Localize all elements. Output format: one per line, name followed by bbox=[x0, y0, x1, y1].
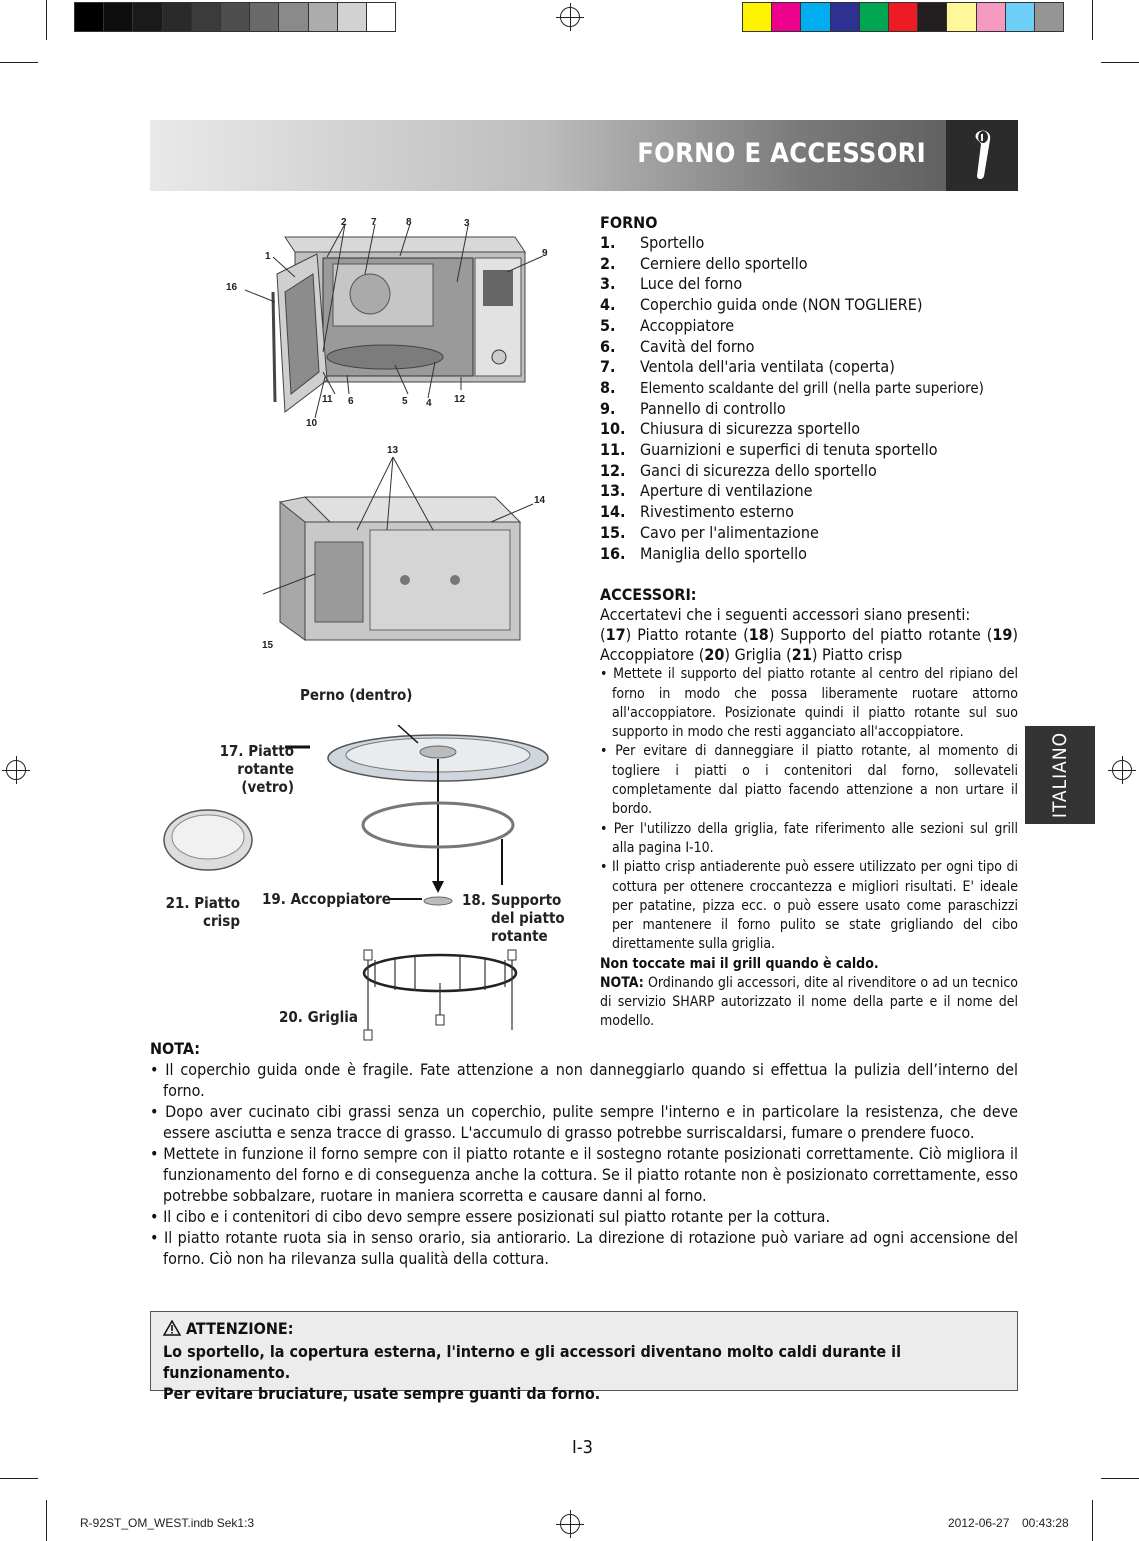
forno-item-number: 10. bbox=[600, 419, 626, 439]
forno-list-item bbox=[600, 481, 1018, 502]
forno-item-number: 8. bbox=[600, 377, 616, 397]
color-swatch bbox=[801, 3, 830, 31]
callout-10: 10 bbox=[306, 418, 318, 429]
label-crisp-line1: 21. Piatto bbox=[165, 894, 240, 912]
forno-item-number: 4. bbox=[600, 295, 616, 315]
accessori-bullet: • Mettete il supporto del piatto rotante al centro del ripiano del forno in modo che possa liberamente ruotare attorno all'accoppiatore. Posizionate quindi il piatto rotante sul suo supporto in modo che resti agganciato all'accoppiatore. bbox=[600, 666, 1018, 741]
nota-bullet: • Dopo aver cucinato cibi grassi senza un coperchio, pulite sempre l'interno e in particolare la resistenza, che deve essere asciutta e senza tracce di grasso. L'accumulo di grasso potrebbe surriscaldarsi, fumare o prendere fuoco. bbox=[150, 1102, 1018, 1142]
attenzione-title: ATTENZIONE: bbox=[186, 1319, 294, 1338]
accessori-bullet: • Il piatto crisp antiaderente può essere utilizzato per ogni tipo di cottura per ottenere croccantezza e migliori risultati. E' ideale per patatine, pizza ecc. o può essere usato come paraschizzi per mantenere il forno pulito se state grigliando del cibo direttamente sulla griglia. bbox=[600, 859, 1018, 953]
crop-mark bbox=[1101, 1478, 1139, 1479]
forno-list-item bbox=[600, 523, 1018, 544]
accessory-text: ( bbox=[600, 625, 606, 645]
nota-bullet: • Mettete in funzione il forno sempre con il piatto rotante e il sostegno rotante posizionati correttamente. Ciò migliora il funzionamento del forno e di conseguenza anche la cottura. Se il piatto rotante non è posizionato correttamente, esso potrebbe sobbalzare, ruotare in maniera scorretta e causare danni al forno. bbox=[150, 1144, 1018, 1205]
oven-back-illustration bbox=[255, 442, 555, 652]
section-header bbox=[150, 120, 1018, 191]
nota-heading: NOTA: bbox=[150, 1039, 201, 1058]
forno-item-text: Guarnizioni e superfici di tenuta sportello bbox=[640, 440, 938, 460]
forno-list-item bbox=[600, 316, 1018, 337]
attenzione-line2: Per evitare bruciature, usate sempre guanti da forno. bbox=[163, 1384, 601, 1403]
accessory-number: 19 bbox=[992, 625, 1013, 645]
info-book-icon bbox=[946, 120, 1018, 191]
forno-item-text: Ventola dell'aria ventilata (coperta) bbox=[640, 357, 895, 377]
forno-list-item bbox=[600, 419, 1018, 440]
label-supporto-line2: del piatto bbox=[491, 909, 565, 927]
attenzione-title-row bbox=[163, 1318, 1005, 1341]
label-supporto-line3: rotante bbox=[491, 927, 548, 945]
accessori-bullets bbox=[600, 665, 1018, 954]
right-column bbox=[600, 212, 1018, 1031]
label-piatto-rotante bbox=[160, 742, 294, 796]
callout-13: 13 bbox=[387, 445, 399, 456]
color-swatch bbox=[1006, 3, 1035, 31]
forno-list-item bbox=[600, 544, 1018, 565]
accessory-text: ) Piatto crisp bbox=[811, 645, 903, 665]
color-swatch bbox=[831, 3, 860, 31]
accessori-intro: Accertatevi che i seguenti accessori siano presenti: bbox=[600, 605, 971, 625]
forno-item-text: Cavo per l'alimentazione bbox=[640, 522, 819, 542]
footer-time: 00:43:28 bbox=[1022, 1516, 1069, 1530]
oven-front-illustration bbox=[225, 212, 565, 432]
callout-15: 15 bbox=[262, 640, 274, 651]
forno-list-item bbox=[600, 399, 1018, 420]
language-tab-label: ITALIANO bbox=[1049, 731, 1071, 819]
callout-9: 9 bbox=[542, 248, 548, 259]
label-supporto bbox=[491, 891, 565, 945]
page-number: I-3 bbox=[572, 1437, 593, 1458]
forno-item-text: Elemento scaldante del grill (nella parte superiore) bbox=[640, 378, 984, 397]
nota-bullet: • Il coperchio guida onde è fragile. Fate attenzione a non danneggiarlo quando si effettua la pulizia dell’interno del forno. bbox=[150, 1060, 1018, 1100]
attenzione-box bbox=[150, 1311, 1018, 1403]
forno-list-item bbox=[600, 233, 1018, 254]
forno-list-item bbox=[600, 502, 1018, 523]
forno-list-item bbox=[600, 274, 1018, 295]
color-swatch bbox=[977, 3, 1006, 31]
callout-5: 5 bbox=[402, 396, 408, 407]
forno-item-text: Chiusura di sicurezza sportello bbox=[640, 419, 861, 439]
color-swatch bbox=[367, 3, 395, 31]
accessori-nota-text: Ordinando gli accessori, dite al rivenditore o ad un tecnico di servizio SHARP autorizzato il nome della parte e il nome del modello. bbox=[600, 974, 1018, 1029]
color-swatch bbox=[221, 3, 250, 31]
callout-4: 4 bbox=[426, 398, 432, 409]
page-title: FORNO E ACCESSORI bbox=[637, 138, 926, 169]
color-swatch bbox=[772, 3, 801, 31]
warning-triangle-icon bbox=[163, 1320, 181, 1341]
accessory-number: 21 bbox=[791, 645, 812, 665]
forno-item-text: Ganci di sicurezza dello sportello bbox=[640, 460, 877, 480]
forno-item-number: 3. bbox=[600, 274, 616, 294]
color-swatch bbox=[75, 3, 104, 31]
color-swatch bbox=[279, 3, 308, 31]
language-tab bbox=[1025, 726, 1095, 824]
registration-mark-icon bbox=[6, 760, 26, 780]
accessori-heading: ACCESSORI: bbox=[600, 585, 697, 605]
forno-list-item bbox=[600, 461, 1018, 482]
forno-item-number: 2. bbox=[600, 253, 616, 273]
registration-mark-icon bbox=[1112, 760, 1132, 780]
forno-list-item bbox=[600, 378, 1018, 399]
forno-item-number: 1. bbox=[600, 233, 616, 252]
registration-mark-icon bbox=[560, 1514, 580, 1534]
forno-item-number: 16. bbox=[600, 543, 626, 563]
callout-16: 16 bbox=[226, 282, 238, 293]
forno-item-number: 5. bbox=[600, 315, 616, 335]
forno-item-number: 13. bbox=[600, 481, 626, 501]
color-swatch bbox=[1035, 3, 1063, 31]
forno-item-text: Cerniere dello sportello bbox=[640, 253, 808, 273]
nota-section bbox=[150, 1038, 1018, 1269]
forno-item-text: Luce del forno bbox=[640, 274, 743, 294]
accessori-list bbox=[600, 625, 1018, 665]
forno-parts-list bbox=[600, 233, 1018, 564]
label-piatto-crisp bbox=[160, 894, 240, 930]
color-swatch bbox=[338, 3, 367, 31]
forno-item-number: 11. bbox=[600, 440, 626, 460]
accessori-bullet: • Per l'utilizzo della griglia, fate riferimento alle sezioni sul grill alla pagina I-10. bbox=[600, 820, 1018, 856]
accessory-text: ) Supporto del piatto rotante ( bbox=[768, 625, 993, 645]
nota-bullets bbox=[150, 1059, 1018, 1269]
label-supporto-line1: Supporto bbox=[491, 891, 562, 909]
accessory-text: ) Piatto rotante ( bbox=[625, 625, 749, 645]
forno-list-item bbox=[600, 337, 1018, 358]
forno-item-text: Pannello di controllo bbox=[640, 398, 786, 418]
crop-mark bbox=[0, 1478, 38, 1479]
registration-mark-icon bbox=[560, 7, 580, 27]
callout-2: 2 bbox=[341, 217, 347, 228]
color-swatch bbox=[860, 3, 889, 31]
forno-list-item bbox=[600, 440, 1018, 461]
callout-8: 8 bbox=[406, 217, 412, 228]
forno-item-number: 15. bbox=[600, 522, 626, 542]
accessori-bullet: • Per evitare di danneggiare il piatto rotante, al momento di togliere i piatti o i contenitori dal forno, sollevateli completamente dal piatto facendo attenzione a non urtare il bordo. bbox=[600, 743, 1018, 818]
forno-list-item bbox=[600, 357, 1018, 378]
forno-item-text: Maniglia dello sportello bbox=[640, 543, 807, 563]
footer-file: R-92ST_OM_WEST.indb Sek1:3 bbox=[80, 1516, 255, 1530]
label-piatto-rotante-line1: 17. Piatto rotante bbox=[219, 742, 294, 778]
color-swatch bbox=[104, 3, 133, 31]
color-swatch bbox=[309, 3, 338, 31]
footer-date: 2012-06-27 bbox=[948, 1516, 1010, 1530]
forno-list-item bbox=[600, 254, 1018, 275]
forno-item-text: Cavità del forno bbox=[640, 336, 755, 356]
forno-item-number: 14. bbox=[600, 502, 626, 522]
accessori-nota-label: NOTA: bbox=[600, 974, 644, 991]
forno-item-text: Sportello bbox=[640, 233, 705, 252]
crop-mark bbox=[1092, 1500, 1093, 1541]
label-perno: Perno (dentro) bbox=[300, 686, 413, 704]
label-crisp-line2: crisp bbox=[203, 912, 240, 930]
forno-item-text: Aperture di ventilazione bbox=[640, 481, 813, 501]
callout-7: 7 bbox=[371, 217, 377, 228]
color-swatch bbox=[743, 3, 772, 31]
accessory-text: ) Griglia ( bbox=[724, 645, 792, 665]
forno-item-text: Accoppiatore bbox=[640, 315, 735, 335]
accessory-number: 20 bbox=[704, 645, 725, 665]
color-swatch bbox=[192, 3, 221, 31]
color-swatch bbox=[250, 3, 279, 31]
crop-mark bbox=[1101, 62, 1139, 63]
crop-mark bbox=[1092, 0, 1093, 40]
color-calibration-bar bbox=[742, 2, 1064, 32]
forno-item-number: 7. bbox=[600, 357, 616, 377]
color-swatch bbox=[947, 3, 976, 31]
label-supporto-num: 18. bbox=[462, 891, 486, 909]
nota-bullet: • Il piatto rotante ruota sia in senso orario, sia antiorario. La direzione di rotazione può variare ad ogni accensione del forno. Ciò non ha rilevanza sulla qualità della cottura. bbox=[150, 1228, 1018, 1268]
nota-bullet: • Il cibo e i contenitori di cibo devo sempre essere posizionati sul piatto rotante per la cottura. bbox=[150, 1207, 831, 1226]
accessory-number: 18 bbox=[748, 625, 769, 645]
callout-12: 12 bbox=[454, 394, 466, 405]
attenzione-line1: Lo sportello, la copertura esterna, l'interno e gli accessori diventano molto caldi durante il funzionamento. bbox=[163, 1342, 902, 1382]
accessory-text: ) Accoppiatore ( bbox=[600, 625, 1018, 665]
callout-11: 11 bbox=[322, 394, 333, 405]
forno-item-number: 12. bbox=[600, 460, 626, 480]
color-swatch bbox=[163, 3, 192, 31]
label-piatto-rotante-line2: (vetro) bbox=[241, 778, 294, 796]
accessori-nota bbox=[600, 974, 1018, 1031]
crop-mark bbox=[0, 62, 38, 63]
label-accoppiatore: 19. Accoppiatore bbox=[262, 890, 391, 908]
callout-6: 6 bbox=[348, 396, 354, 407]
color-swatch bbox=[918, 3, 947, 31]
callout-14: 14 bbox=[534, 495, 546, 506]
accessory-number: 17 bbox=[605, 625, 626, 645]
hot-grill-warning: Non toccate mai il grill quando è caldo. bbox=[600, 955, 879, 972]
grayscale-calibration-bar bbox=[74, 2, 396, 32]
forno-item-text: Rivestimento esterno bbox=[640, 502, 794, 522]
color-swatch bbox=[133, 3, 162, 31]
forno-item-number: 9. bbox=[600, 398, 616, 418]
color-swatch bbox=[889, 3, 918, 31]
label-griglia: 20. Griglia bbox=[279, 1008, 358, 1026]
callout-3: 3 bbox=[464, 218, 470, 229]
forno-list-item bbox=[600, 295, 1018, 316]
callout-1: 1 bbox=[265, 251, 271, 262]
forno-item-number: 6. bbox=[600, 336, 616, 356]
crop-mark bbox=[46, 0, 47, 40]
crop-mark bbox=[46, 1500, 47, 1541]
forno-heading: FORNO bbox=[600, 213, 658, 232]
forno-item-text: Coperchio guida onde (NON TOGLIERE) bbox=[640, 295, 923, 315]
